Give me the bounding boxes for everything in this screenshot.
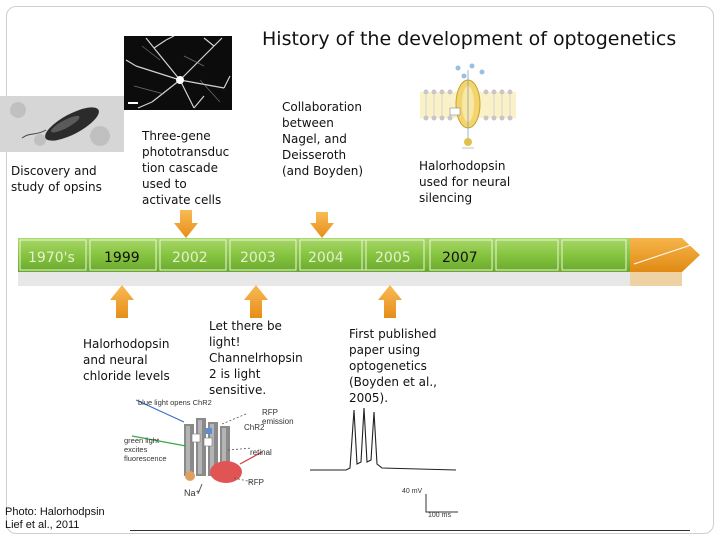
event-three-gene <box>142 128 229 208</box>
arrow-1999 <box>110 285 134 318</box>
event-three-gene-line: used to <box>142 177 187 191</box>
event-halo-chloride-line: Halorhodopsin <box>83 337 170 351</box>
event-collaboration <box>282 99 363 179</box>
event-first-paper-line: 2005). <box>349 391 389 405</box>
event-three-gene-line: activate cells <box>142 193 222 207</box>
diagram-label-na: Na⁺ <box>184 488 201 498</box>
diagram-label-chr2: ChR2 <box>244 423 265 432</box>
event-let-there-be-light-line: sensitive. <box>209 383 267 397</box>
arrow-2005 <box>378 285 402 318</box>
event-first-paper-line: (Boyden et al., <box>349 375 437 389</box>
voltage-trace <box>306 402 476 514</box>
event-three-gene-line: phototransduc <box>142 145 230 159</box>
year-2003: 2003 <box>240 250 276 266</box>
event-first-paper-line: First published <box>349 327 437 341</box>
event-first-paper <box>349 326 437 406</box>
bottom-rule <box>130 530 690 531</box>
event-first-paper-line: paper using <box>349 343 421 357</box>
event-let-there-be-light-line: light! <box>209 335 241 349</box>
photo-caption <box>5 506 105 532</box>
arrow-2002 <box>174 210 198 238</box>
event-let-there-be-light <box>209 318 303 398</box>
diagram-label-rfp: RFP <box>248 478 264 487</box>
event-halo-silencing-line: used for neural <box>419 175 511 189</box>
event-halo-silencing-line: silencing <box>419 191 473 205</box>
event-collaboration-line: between <box>282 116 334 130</box>
event-three-gene-line: Three-gene <box>142 129 211 143</box>
diagram-label-rfp-emission: RFP emission <box>262 408 294 426</box>
diagram-label-blue-light: blue light opens ChR2 <box>138 398 212 407</box>
event-let-there-be-light-line: 2 is light <box>209 367 261 381</box>
event-halo-chloride-line: chloride levels <box>83 369 170 383</box>
event-opsins-line: study of opsins <box>11 180 102 194</box>
year-2005: 2005 <box>375 250 411 266</box>
event-halo-chloride-line: and neural <box>83 353 148 367</box>
event-let-there-be-light-line: Channelrhopsin <box>209 351 303 365</box>
event-halo-silencing-line: Halorhodopsin <box>419 159 506 173</box>
event-collaboration-line: (and Boyden) <box>282 164 364 178</box>
photo-caption-line: Lief et al., 2011 <box>5 519 80 531</box>
bacterium-photo <box>0 96 124 152</box>
year-2007: 2007 <box>442 250 478 266</box>
event-halo-chloride <box>83 336 170 384</box>
arrow-2004 <box>310 212 334 238</box>
trace-scale-voltage: 40 mV <box>402 488 423 495</box>
neuron-photo <box>124 36 232 110</box>
event-halo-silencing <box>419 158 510 206</box>
year-1970s: 1970's <box>28 250 75 266</box>
membrane-schematic <box>420 62 516 152</box>
year-1999: 1999 <box>104 250 140 266</box>
diagram-label-retinal: retinal <box>250 448 272 457</box>
event-first-paper-line: optogenetics <box>349 359 427 373</box>
event-three-gene-line: tion cascade <box>142 161 218 175</box>
event-collaboration-line: Collaboration <box>282 100 362 114</box>
event-collaboration-line: Deisseroth <box>282 148 347 162</box>
arrow-2003 <box>244 285 268 318</box>
page-title: History of the development of optogenetics <box>262 28 677 50</box>
event-let-there-be-light-line: Let there be <box>209 319 282 333</box>
photo-caption-line: Photo: Halorhodpsin <box>5 506 105 518</box>
event-collaboration-line: Nagel, and <box>282 132 347 146</box>
event-opsins <box>11 163 102 195</box>
year-2004: 2004 <box>308 250 344 266</box>
trace-scale-time: 100 ms <box>428 512 451 519</box>
event-opsins-line: Discovery and <box>11 164 97 178</box>
diagram-label-green-light: green light excites fluorescence <box>124 436 167 463</box>
year-2002: 2002 <box>172 250 208 266</box>
